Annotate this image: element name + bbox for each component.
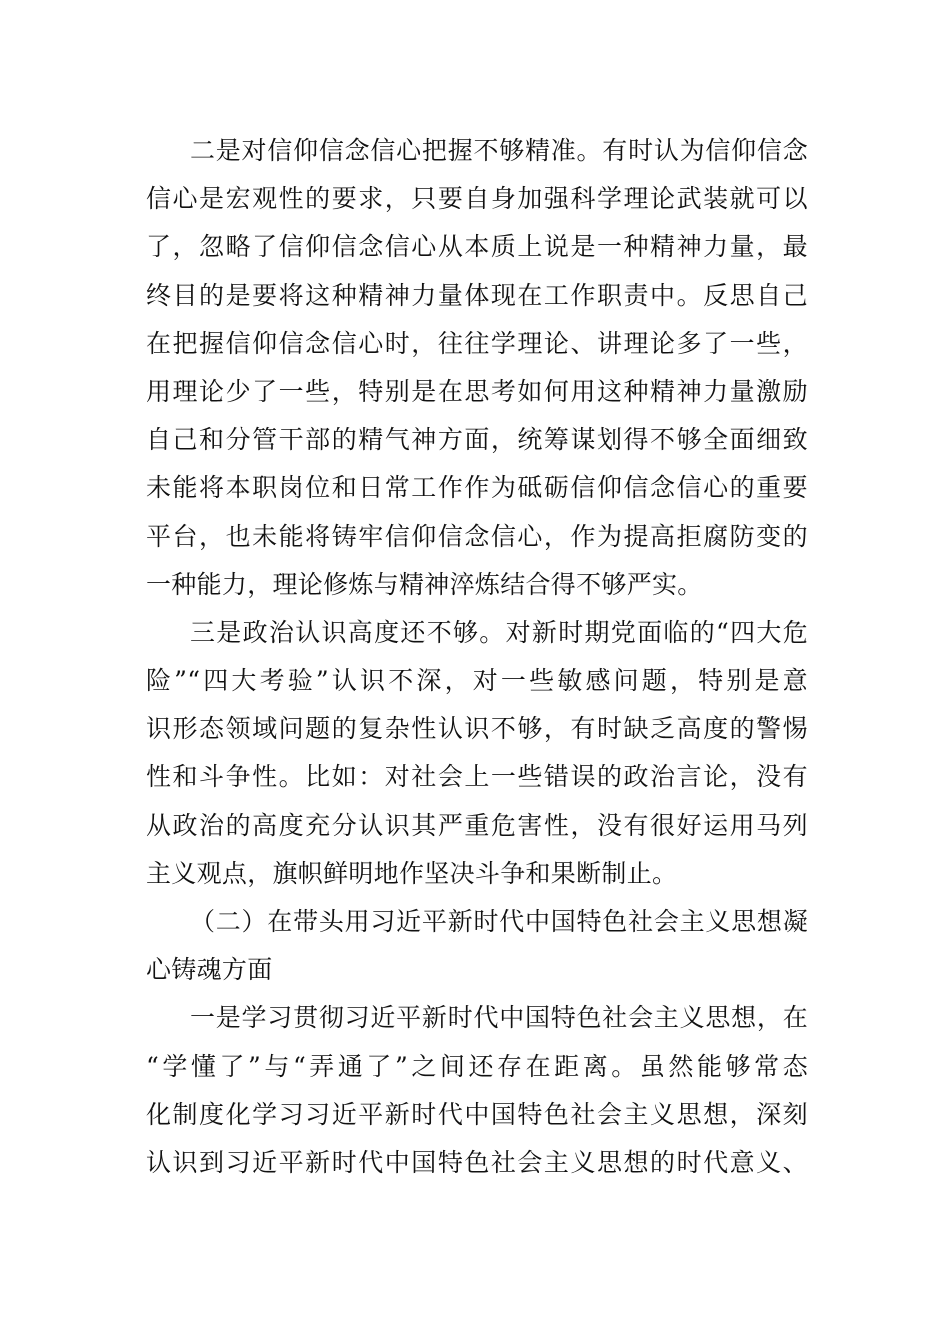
paragraph-line: 用理论少了一些，特别是在思考如何用这种精神力量激励 (146, 376, 808, 406)
paragraph-line: 认识到习近平新时代中国特色社会主义思想的时代意义、 (146, 1147, 808, 1177)
paragraph-line: 一是学习贯彻习近平新时代中国特色社会主义思想，在 (190, 1003, 808, 1033)
section-heading-line: 心铸魂方面 (146, 955, 273, 985)
section-heading-line: （二）在带头用习近平新时代中国特色社会主义思想凝 (190, 907, 808, 936)
paragraph-line: 终目的是要将这种精神力量体现在工作职责中。反思自己 (146, 280, 808, 310)
paragraph-line: 二是对信仰信念信心把握不够精准。有时认为信仰信念 (190, 136, 808, 165)
paragraph-line: 信心是宏观性的要求，只要自身加强科学理论武装就可以 (146, 184, 808, 214)
paragraph-line: 在把握信仰信念信心时，往往学理论、讲理论多了一些， (146, 328, 808, 358)
paragraph-line: 识形态领域问题的复杂性认识不够，有时缺乏高度的警惕 (146, 714, 808, 744)
paragraph-line: 一种能力，理论修炼与精神淬炼结合得不够严实。 (146, 569, 703, 599)
paragraph-line: 平台，也未能将铸牢信仰信念信心，作为提高拒腐防变的 (146, 521, 808, 551)
paragraph-line: “学懂了”与“弄通了”之间还存在距离。虽然能够常态 (146, 1051, 808, 1081)
paragraph-line: 三是政治认识高度还不够。对新时期党面临的“四大危 (190, 617, 808, 647)
paragraph-line: 自己和分管干部的精气神方面，统筹谋划得不够全面细致 (146, 425, 808, 455)
paragraph-line: 性和斗争性。比如：对社会上一些错误的政治言论，没有 (146, 762, 808, 792)
paragraph-line: 从政治的高度充分认识其严重危害性，没有很好运用马列 (146, 810, 808, 840)
paragraph-line: 化制度化学习习近平新时代中国特色社会主义思想，深刻 (146, 1099, 808, 1129)
paragraph-line: 险”“四大考验”认识不深，对一些敏感问题，特别是意 (146, 666, 808, 696)
document-body (146, 127, 808, 1187)
paragraph-line: 主义观点，旗帜鲜明地作坚决斗争和果断制止。 (146, 858, 678, 888)
paragraph-line: 了，忽略了信仰信念信心从本质上说是一种精神力量，最 (146, 232, 808, 262)
paragraph-line: 未能将本职岗位和日常工作作为砥砺信仰信念信心的重要 (146, 473, 808, 503)
